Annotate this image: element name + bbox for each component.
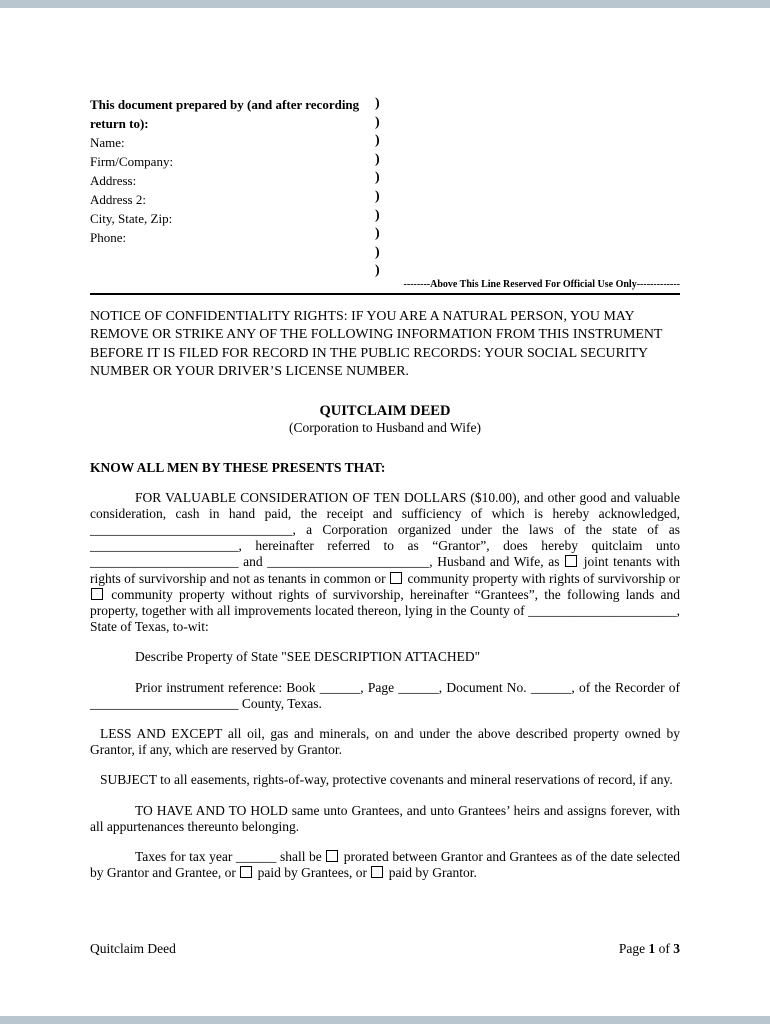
- checkbox[interactable]: [326, 850, 338, 862]
- text-run: shall be: [276, 848, 326, 864]
- paren-mark: ): [375, 170, 380, 186]
- less-and-except-paragraph: LESS AND EXCEPT all oil, gas and minerals, on and under the above described property owned by Grantor, if any, which are reserved by Grantor.: [90, 725, 680, 758]
- blank-field[interactable]: ______________________: [90, 554, 239, 570]
- text-run: , hereinafter referred to as “Grantor”, does hereby quitclaim unto: [238, 538, 680, 554]
- paren-mark: ): [375, 114, 380, 130]
- text-run: , Page: [360, 679, 399, 695]
- paren-mark: ): [375, 207, 380, 223]
- blank-field[interactable]: ______________________: [90, 538, 239, 554]
- prepared-by-line1: This document prepared by (and after recording: [90, 97, 360, 112]
- checkbox[interactable]: [390, 572, 402, 584]
- checkbox[interactable]: [91, 588, 103, 600]
- taxes-paragraph: [90, 849, 680, 881]
- consideration-paragraph: [90, 490, 680, 636]
- paren-mark: ): [375, 188, 380, 204]
- paren-mark: ): [375, 226, 380, 242]
- page-bottom-band: [0, 1016, 770, 1024]
- presents-heading: KNOW ALL MEN BY THESE PRESENTS THAT:: [90, 459, 386, 475]
- text-run: paid by Grantees, or: [254, 865, 371, 881]
- subject-to-paragraph: SUBJECT to all easements, rights-of-way, protective covenants and mineral reservations of record, if any.: [100, 772, 673, 788]
- field-label-phone: Phone:: [90, 230, 127, 245]
- text-run: joint tenants with rights of survivorship and not as tenants in common or: [90, 554, 680, 586]
- field-label-address2: Address 2:: [90, 192, 146, 207]
- field-label-name: Name:: [90, 135, 125, 150]
- field-label-firm: Firm/Company:: [90, 154, 174, 169]
- title-block: [90, 403, 680, 437]
- blank-field[interactable]: ______: [398, 679, 439, 695]
- prepared-by-line2: return to):: [90, 116, 149, 131]
- recording-header-row: [90, 95, 680, 279]
- text-run: , a Corporation organized under the laws of the state of as: [292, 522, 680, 538]
- to-have-and-hold-paragraph: TO HAVE AND TO HOLD same unto Grantees, and unto Grantees’ heirs and assigns forever, with all appurtenances thereunto belonging.: [90, 802, 680, 834]
- field-label-address: Address:: [90, 173, 137, 188]
- checkbox[interactable]: [240, 866, 252, 878]
- text-run: Prior instrument reference: Book: [135, 679, 320, 695]
- footer-page-number: 1: [648, 941, 656, 956]
- footer-document-name: Quitclaim Deed: [90, 941, 176, 956]
- text-run: FOR VALUABLE CONSIDERATION OF TEN DOLLARS ($10.00), and other good and valuable consideration, cash in hand paid, the receipt and sufficiency of which is hereby acknowledged,: [90, 489, 680, 521]
- paren-mark: ): [375, 244, 380, 260]
- page-footer: [90, 941, 680, 957]
- paren-mark: ): [375, 133, 380, 149]
- footer-page-total: 3: [673, 941, 680, 956]
- text-run: prorated between Grantor and Grantees as of the date selected by Grantor and Grantee, or: [90, 848, 680, 881]
- field-label-city-state-zip: City, State, Zip:: [90, 211, 173, 226]
- document-title: QUITCLAIM DEED: [319, 402, 451, 419]
- text-run: community property with rights of survivorship or: [404, 570, 680, 586]
- text-run: , State of Texas, to-wit:: [90, 603, 680, 635]
- blank-field[interactable]: ______: [319, 679, 361, 695]
- blank-field[interactable]: ______: [235, 848, 277, 864]
- blank-field[interactable]: ________________________: [267, 554, 430, 570]
- document-subtitle: (Corporation to Husband and Wife): [289, 420, 481, 436]
- confidentiality-notice: NOTICE OF CONFIDENTIALITY RIGHTS: IF YOU ARE A NATURAL PERSON, YOU MAY REMOVE OR STRIKE ANY OF THE FOLLOWING INFORMATION FROM THIS INSTRUMENT BEFORE IT IS FILED FOR RECORD IN THE PUBLIC RECORDS: YOUR SOCIAL SECURITY NUMBER OR YOUR DRIVER’S LICENSE NUMBER.: [90, 309, 663, 380]
- prepared-by-block: [90, 95, 359, 247]
- text-run: , Husband and Wife, as: [429, 554, 565, 570]
- blank-field[interactable]: ______________________: [90, 695, 239, 711]
- text-run: and: [238, 554, 268, 570]
- text-run: County, Texas.: [238, 695, 322, 711]
- footer-page-indicator: Page 1 of 3: [618, 941, 680, 956]
- paren-mark: ): [375, 96, 380, 111]
- official-use-only-label: --------Above This Line Reserved For Official Use Only-------------: [403, 279, 680, 290]
- paren-column: [375, 95, 380, 281]
- describe-property-line: Describe Property of State "SEE DESCRIPTION ATTACHED": [135, 649, 481, 665]
- text-run: , of the Recorder of: [571, 679, 681, 695]
- official-use-divider: [90, 293, 680, 295]
- text-run: paid by Grantor.: [385, 865, 477, 881]
- prior-instrument-paragraph: [90, 680, 680, 712]
- checkbox[interactable]: [565, 555, 577, 567]
- paren-mark: ): [375, 151, 380, 167]
- paren-mark: ): [375, 263, 380, 279]
- text-run: , Document No.: [438, 679, 531, 695]
- checkbox[interactable]: [371, 866, 383, 878]
- blank-field[interactable]: ______________________________: [90, 522, 293, 538]
- blank-field[interactable]: ______: [530, 679, 572, 695]
- text-run: Taxes for tax year: [135, 848, 236, 864]
- text-run: community property without rights of survivorship, hereinafter “Grantees”, the following lands and property, together with all improvements located thereon, lying in the County of: [90, 586, 680, 619]
- blank-field[interactable]: ______________________: [528, 603, 677, 619]
